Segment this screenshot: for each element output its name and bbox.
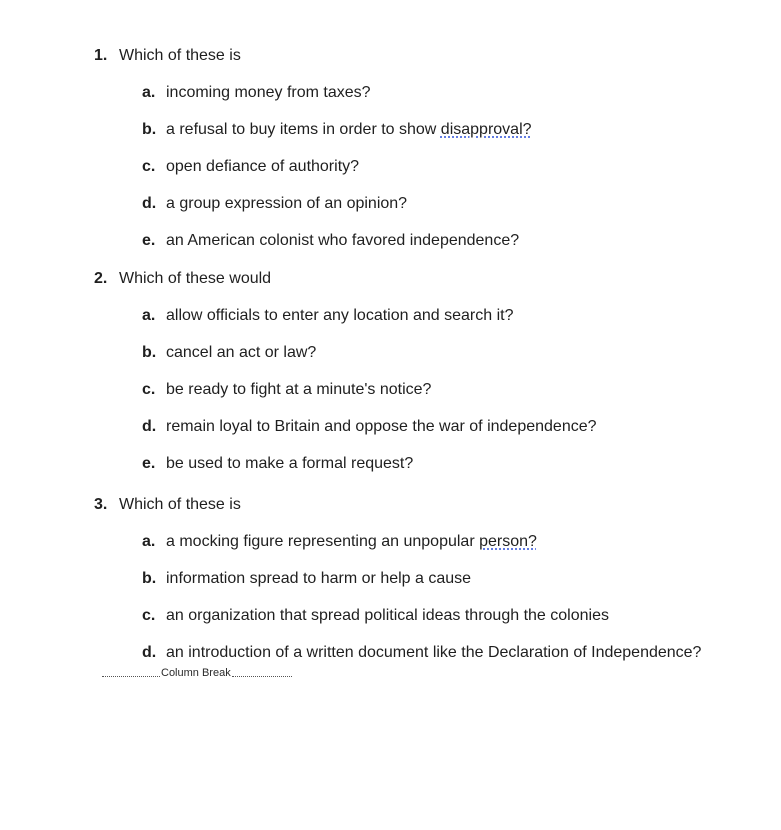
option-text: an introduction of a written document like the Declaration of Independence?	[166, 644, 702, 661]
question-3	[94, 495, 241, 515]
option-letter: d.	[142, 644, 157, 661]
option-3a	[142, 532, 537, 552]
option-text: a group expression of an opinion?	[166, 195, 408, 212]
option-letter: c.	[142, 607, 156, 624]
option-text: allow officials to enter any location and search it?	[166, 307, 514, 324]
option-text: an American colonist who favored independence?	[166, 232, 520, 249]
option-letter: d.	[142, 418, 157, 435]
question-1	[94, 46, 241, 66]
question-number: 3.	[94, 496, 108, 513]
option-text: be used to make a formal request?	[166, 455, 414, 472]
option-2c	[142, 380, 431, 400]
option-1b	[142, 120, 532, 140]
question-text: Which of these would	[119, 270, 272, 287]
option-letter: e.	[142, 455, 156, 472]
column-break-marker	[102, 666, 292, 680]
option-1c	[142, 157, 359, 177]
option-text: incoming money from taxes?	[166, 84, 371, 101]
option-2d	[142, 417, 597, 437]
question-2	[94, 269, 271, 289]
option-text: information spread to harm or help a cause	[166, 570, 472, 587]
option-letter: e.	[142, 232, 156, 249]
option-letter: b.	[142, 121, 157, 138]
question-text: Which of these is	[119, 47, 241, 64]
option-letter: c.	[142, 381, 156, 398]
option-text: open defiance of authority?	[166, 158, 360, 175]
option-letter: d.	[142, 195, 157, 212]
column-break-leader-left	[102, 668, 160, 677]
option-1e	[142, 231, 519, 251]
option-text: an organization that spread political ideas through the colonies	[166, 607, 609, 624]
option-letter: a.	[142, 307, 156, 324]
option-text: a mocking figure representing an unpopular	[166, 533, 480, 550]
option-1a	[142, 83, 371, 103]
option-letter: b.	[142, 570, 157, 587]
option-1d	[142, 194, 407, 214]
option-letter: c.	[142, 158, 156, 175]
option-3c	[142, 606, 609, 626]
option-letter: b.	[142, 344, 157, 361]
option-text: remain loyal to Britain and oppose the war of independence?	[166, 418, 597, 435]
option-2b	[142, 343, 316, 363]
option-text: cancel an act or law?	[166, 344, 317, 361]
option-letter: a.	[142, 533, 156, 550]
option-3d	[142, 643, 701, 663]
option-2a	[142, 306, 513, 326]
question-text: Which of these is	[119, 496, 241, 513]
question-number: 2.	[94, 270, 108, 287]
column-break-leader-right	[232, 668, 292, 677]
option-letter: a.	[142, 84, 156, 101]
spellcheck-flagged-word[interactable]: disapproval?	[440, 121, 532, 138]
column-break-label: Column Break	[161, 667, 231, 679]
option-text: a refusal to buy items in order to show	[166, 121, 441, 138]
option-3b	[142, 569, 471, 589]
option-2e	[142, 454, 413, 474]
spellcheck-flagged-word[interactable]: person?	[479, 533, 537, 550]
option-text: be ready to fight at a minute's notice?	[166, 381, 432, 398]
question-number: 1.	[94, 47, 108, 64]
